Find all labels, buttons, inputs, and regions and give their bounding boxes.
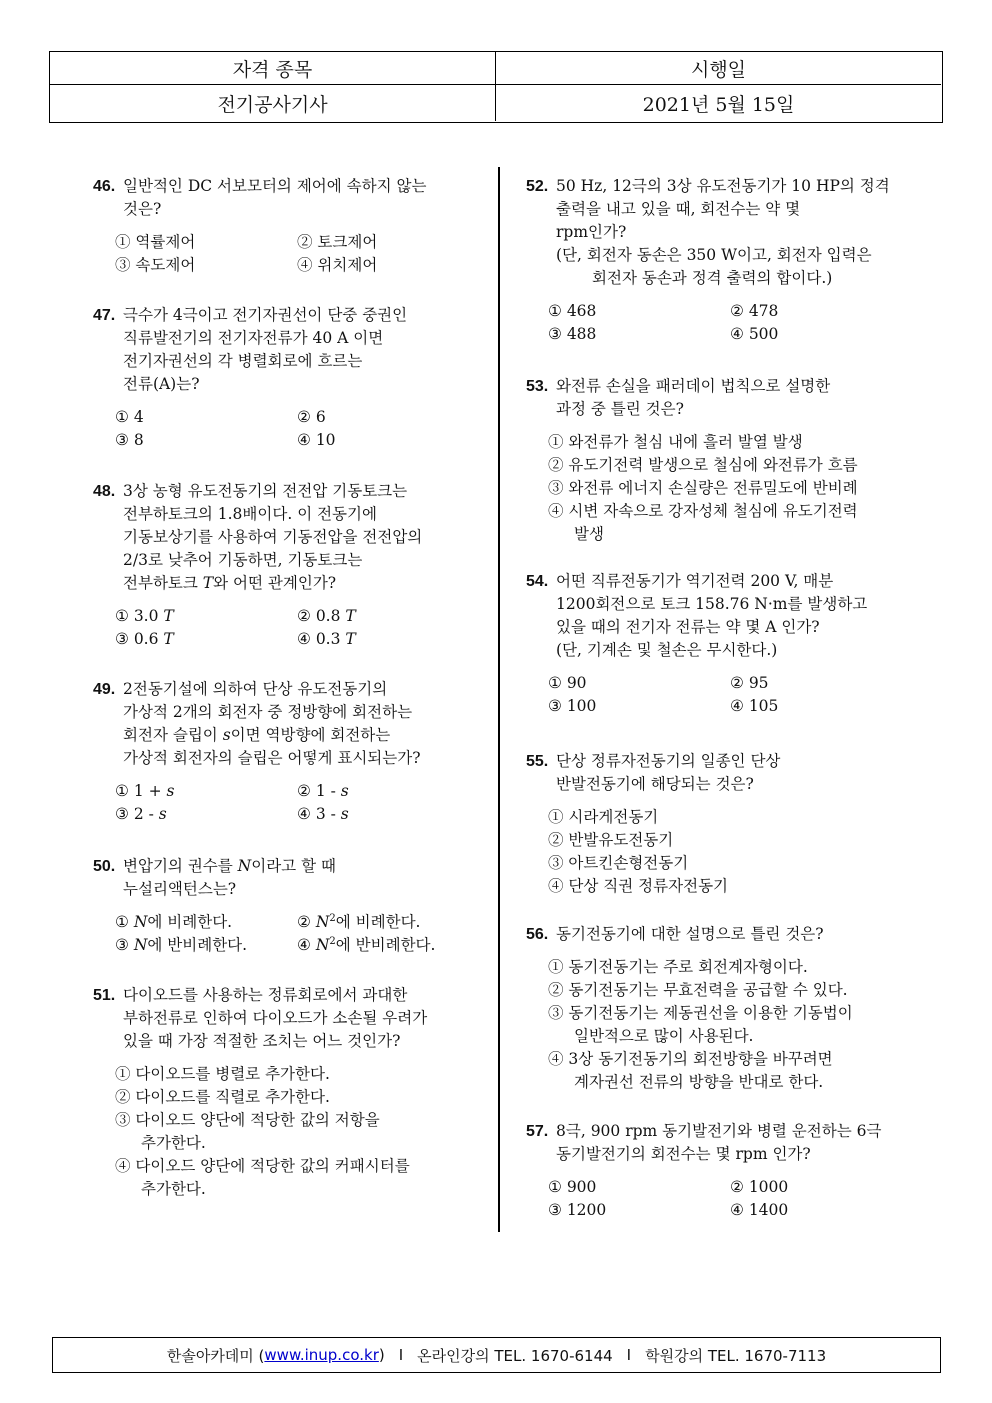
question-note: 회전자 동손과 정격 출력의 합이다.) (592, 269, 833, 287)
question-text: 동기전동기에 대한 설명으로 틀린 것은? (556, 925, 824, 943)
option-2: ② 95 (730, 674, 769, 692)
option-1: ① 역률제어 (115, 233, 196, 251)
option-1: ① 900 (548, 1178, 597, 1196)
question-text: 극수가 4극이고 전기자권선이 단중 중권인 (123, 306, 408, 324)
option-3: ③ 2 - s (115, 805, 167, 823)
option-3: ③ 다이오드 양단에 적당한 값의 저항을 (115, 1111, 380, 1129)
option-4: ④ 3 - s (297, 805, 349, 823)
question-number: 49. (93, 681, 116, 698)
question-55 (526, 750, 926, 898)
question-text: 있을 때 가장 적절한 조치는 어느 것인가? (123, 1032, 401, 1050)
question-text: 2/3로 낮추어 기동하면, 기동토크는 (123, 551, 363, 569)
option-1: ① 90 (548, 674, 587, 692)
footer-academy: 한솔아카데미 ( (166, 1346, 265, 1365)
option-3-cont: 추가한다. (141, 1134, 206, 1152)
option-1: ① 와전류가 철심 내에 흘러 발열 발생 (548, 433, 803, 451)
option-1: ① 3.0 T (115, 607, 174, 625)
question-number: 51. (93, 987, 116, 1004)
option-3: ③ 488 (548, 325, 597, 343)
option-4: ④ 단상 직권 정류자전동기 (548, 877, 729, 895)
question-text: 전부하토크 T와 어떤 관계인가? (123, 574, 337, 592)
question-number: 55. (526, 753, 549, 770)
option-2: ② 토크제어 (297, 233, 378, 251)
footer-online-tel: 온라인강의 TEL. 1670-6144 (417, 1346, 613, 1365)
question-text: 부하전류로 인하여 다이오드가 소손될 우려가 (123, 1009, 428, 1027)
option-1: ① 4 (115, 408, 144, 426)
question-text: 가상적 2개의 회전자 중 정방향에 회전하는 (123, 703, 413, 721)
question-text: 8극, 900 rpm 동기발전기와 병렬 운전하는 6극 (556, 1122, 882, 1140)
option-2: ② 0.8 T (297, 607, 356, 625)
question-56 (526, 923, 936, 1094)
option-3: ③ 와전류 에너지 손실량은 전류밀도에 반비례 (548, 479, 858, 497)
option-1: ① 1 + s (115, 782, 175, 800)
question-text: 2전동기설에 의하여 단상 유도전동기의 (123, 680, 388, 698)
option-3-cont: 일반적으로 많이 사용된다. (574, 1027, 754, 1045)
question-text: 것은? (123, 200, 162, 218)
option-1: ① 다이오드를 병렬로 추가한다. (115, 1065, 330, 1083)
question-text: 변압기의 권수를 N이라고 할 때 (123, 857, 336, 875)
option-3: ③ 동기전동기는 제동권선을 이용한 기동법이 (548, 1004, 853, 1022)
header-date: 2021년 5월 15일 (642, 93, 795, 116)
question-text: 전기자권선의 각 병렬회로에 흐르는 (123, 352, 363, 370)
header-label-date: 시행일 (496, 52, 941, 85)
option-1: ① 시라게전동기 (548, 808, 659, 826)
question-text: 동기발전기의 회전수는 몇 rpm 인가? (556, 1145, 811, 1163)
footer-bar (52, 1337, 941, 1373)
option-4-cont: 계자권선 전류의 방향을 반대로 한다. (574, 1073, 824, 1091)
question-note: (단, 회전자 동손은 350 W이고, 회전자 입력은 (556, 246, 872, 264)
option-2: ② 478 (730, 302, 779, 320)
question-text: 기동보상기를 사용하여 기동전압을 전전압의 (123, 528, 423, 546)
question-57 (526, 1120, 936, 1222)
question-51 (93, 984, 493, 1201)
question-text: 다이오드를 사용하는 정류회로에서 과대한 (123, 986, 408, 1004)
footer-separator: I (626, 1346, 632, 1364)
option-2: ② 동기전동기는 무효전력을 공급할 수 있다. (548, 981, 848, 999)
question-number: 48. (93, 483, 116, 500)
question-text: 어떤 직류전동기가 역기전력 200 V, 매분 (556, 572, 834, 590)
question-number: 47. (93, 307, 116, 324)
option-3: ③ 100 (548, 697, 597, 715)
question-52 (526, 175, 926, 346)
option-2: ② 1000 (730, 1178, 789, 1196)
option-3: ③ 1200 (548, 1201, 607, 1219)
question-number: 52. (526, 178, 549, 195)
option-4: ④ 10 (297, 431, 336, 449)
question-text: 있을 때의 전기자 전류는 약 몇 A 인가? (556, 618, 820, 636)
footer-separator: I (398, 1346, 404, 1364)
footer-paren: ) (378, 1346, 385, 1364)
option-2: ② 반발유도전동기 (548, 831, 674, 849)
option-4: ④ 위치제어 (297, 256, 378, 274)
question-text: 전부하토크의 1.8배이다. 이 전동기에 (123, 505, 377, 523)
question-text: 와전류 손실을 패러데이 법칙으로 설명한 (556, 377, 831, 395)
question-53 (526, 375, 926, 546)
question-text: 단상 정류자전동기의 일종인 단상 (556, 752, 781, 770)
question-number: 56. (526, 926, 549, 943)
option-4-cont: 추가한다. (141, 1180, 206, 1198)
question-text: 반발전동기에 해당되는 것은? (556, 775, 754, 793)
question-48 (93, 480, 483, 651)
question-text: 누설리액턴스는? (123, 880, 237, 898)
option-2: ② 유도기전력 발생으로 철심에 와전류가 흐름 (548, 456, 858, 474)
question-number: 53. (526, 378, 549, 395)
question-number: 54. (526, 573, 549, 590)
option-1: ① 동기전동기는 주로 회전계자형이다. (548, 958, 808, 976)
question-text: rpm인가? (556, 223, 627, 241)
question-number: 46. (93, 178, 116, 195)
question-text: 3상 농형 유도전동기의 전전압 기동토크는 (123, 482, 408, 500)
option-4: ④ 0.3 T (297, 630, 356, 648)
header-table (49, 51, 943, 123)
question-text: 50 Hz, 12극의 3상 유도전동기가 10 HP의 정격 (556, 177, 890, 195)
question-46 (93, 175, 483, 277)
option-4: ④ 3상 동기전동기의 회전방향을 바꾸려면 (548, 1050, 833, 1068)
option-3: ③ 0.6 T (115, 630, 174, 648)
option-4: ④ 다이오드 양단에 적당한 값의 커패시터를 (115, 1157, 410, 1175)
option-4: ④ 1400 (730, 1201, 789, 1219)
option-2: ② 6 (297, 408, 326, 426)
option-1: ① N에 비례한다. (115, 913, 233, 931)
question-text: 전류(A)는? (123, 375, 200, 393)
option-2: ② 다이오드를 직렬로 추가한다. (115, 1088, 330, 1106)
question-54 (526, 570, 926, 718)
header-label-subject: 자격 종목 (50, 52, 496, 85)
question-50 (93, 855, 483, 957)
option-4: ④ $N^2$에 반비례한다. (297, 935, 436, 954)
question-text: 1200회전으로 토크 158.76 N·m를 발생하고 (556, 595, 868, 613)
option-3: ③ 아트킨손형전동기 (548, 854, 689, 872)
option-4: ④ 시변 자속으로 강자성체 철심에 유도기전력 (548, 502, 858, 520)
question-number: 50. (93, 858, 116, 875)
question-text: 회전자 슬립이 s이면 역방향에 회전하는 (123, 726, 391, 744)
option-3: ③ N에 반비례한다. (115, 936, 248, 954)
footer-offline-tel: 학원강의 TEL. 1670-7113 (645, 1346, 827, 1365)
option-2: ② $N^2$에 비례한다. (297, 912, 421, 931)
column-divider (498, 167, 500, 1232)
option-3: ③ 8 (115, 431, 144, 449)
question-note: (단, 기계손 및 철손은 무시한다.) (556, 641, 778, 659)
question-text: 과정 중 틀린 것은? (556, 400, 684, 418)
option-2: ② 1 - s (297, 782, 349, 800)
option-3: ③ 속도제어 (115, 256, 196, 274)
question-text: 출력을 내고 있을 때, 회전수는 약 몇 (556, 200, 801, 218)
option-1: ① 468 (548, 302, 597, 320)
header-subject: 전기공사기사 (50, 85, 496, 121)
question-text: 일반적인 DC 서보모터의 제어에 속하지 않는 (123, 177, 427, 195)
option-4: ④ 105 (730, 697, 779, 715)
option-4: ④ 500 (730, 325, 779, 343)
footer-website-link[interactable]: www.inup.co.kr (264, 1346, 379, 1364)
question-text: 직류발전기의 전기자전류가 40 A 이면 (123, 329, 384, 347)
question-47 (93, 304, 483, 452)
question-text: 가상적 회전자의 슬립은 어떻게 표시되는가? (123, 749, 421, 767)
question-49 (93, 678, 483, 826)
option-4-cont: 발생 (574, 525, 604, 543)
question-number: 57. (526, 1123, 549, 1140)
